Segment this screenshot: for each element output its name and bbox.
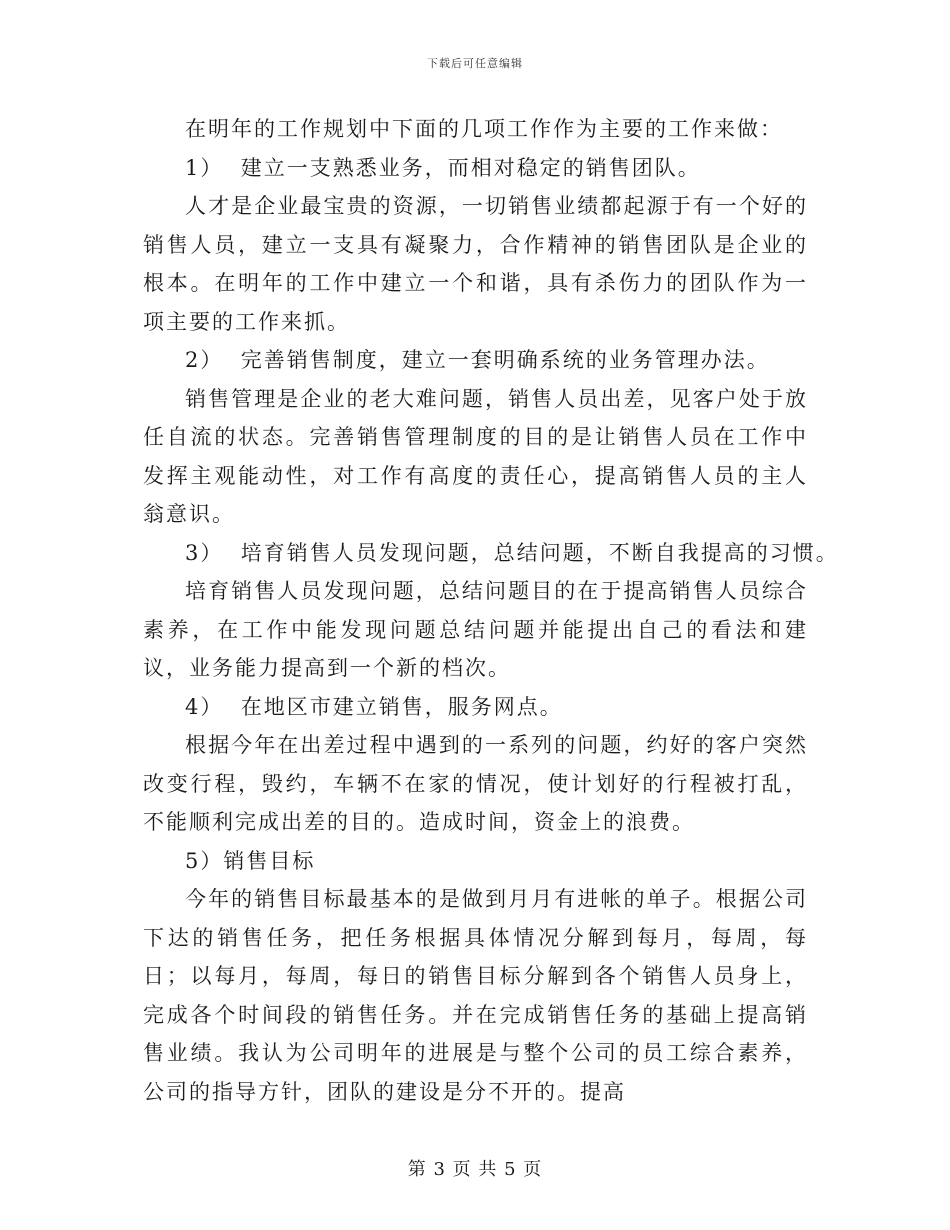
section-paragraph-4: 根据今年在出差过程中遇到的一系列的问题，约好的客户突然改变行程，毁约，车辆不在家的情况，使计划好的行程被打乱，不能顺利完成出差的目的。造成时间，资金上的浪费。: [143, 733, 808, 834]
page-number: 第 3 页 共 5 页: [407, 1159, 543, 1180]
section-paragraph-2: 销售管理是企业的老大难问题，销售人员出差，见客户处于放任自流的状态。完善销售管理制度的目的是让销售人员在工作中发挥主观能动性，对工作有高度的责任心，提高销售人员的主人翁意识。: [143, 386, 808, 526]
document-body: [143, 110, 839, 1111]
section-paragraph-1: 人才是企业最宝贵的资源，一切销售业绩都起源于有一个好的销售人员，建立一支具有凝聚力，合作精神的销售团队是企业的根本。在明年的工作中建立一个和谐，具有杀伤力的团队作为一项主要的工作来抓。: [143, 194, 808, 334]
section-heading-5: 5）销售目标: [185, 848, 316, 873]
section-paragraph-5: 今年的销售目标最基本的是做到月月有进帐的单子。根据公司下达的销售任务，把任务根据具体情况分解到每月，每周，每日；以每月，每周，每日的销售目标分解到各个销售人员身上，完成各个时间段的销售任务。并在完成销售任务的基础上提高销售业绩。我认为公司明年的进展是与整个公司的员工综合素养，公司的指导方针，团队的建设是分不开的。提高: [143, 887, 808, 1104]
section-heading-3: 3） 培育销售人员发现问题，总结问题，不断自我提高的习惯。: [185, 540, 839, 565]
page-header: 下载后可任意编辑: [427, 57, 523, 70]
intro-paragraph: 在明年的工作规划中下面的几项工作作为主要的工作来做：: [185, 117, 783, 141]
section-heading-1: 1） 建立一支熟悉业务，而相对稳定的销售团队。: [185, 155, 701, 180]
section-heading-4: 4） 在地区市建立销售，服务网点。: [185, 694, 563, 719]
section-heading-2: 2） 完善销售制度，建立一套明确系统的业务管理办法。: [185, 348, 770, 372]
section-paragraph-3: 培育销售人员发现问题，总结问题目的在于提高销售人员综合素养，在工作中能发现问题总结问题并能提出自己的看法和建议，业务能力提高到一个新的档次。: [143, 579, 808, 680]
